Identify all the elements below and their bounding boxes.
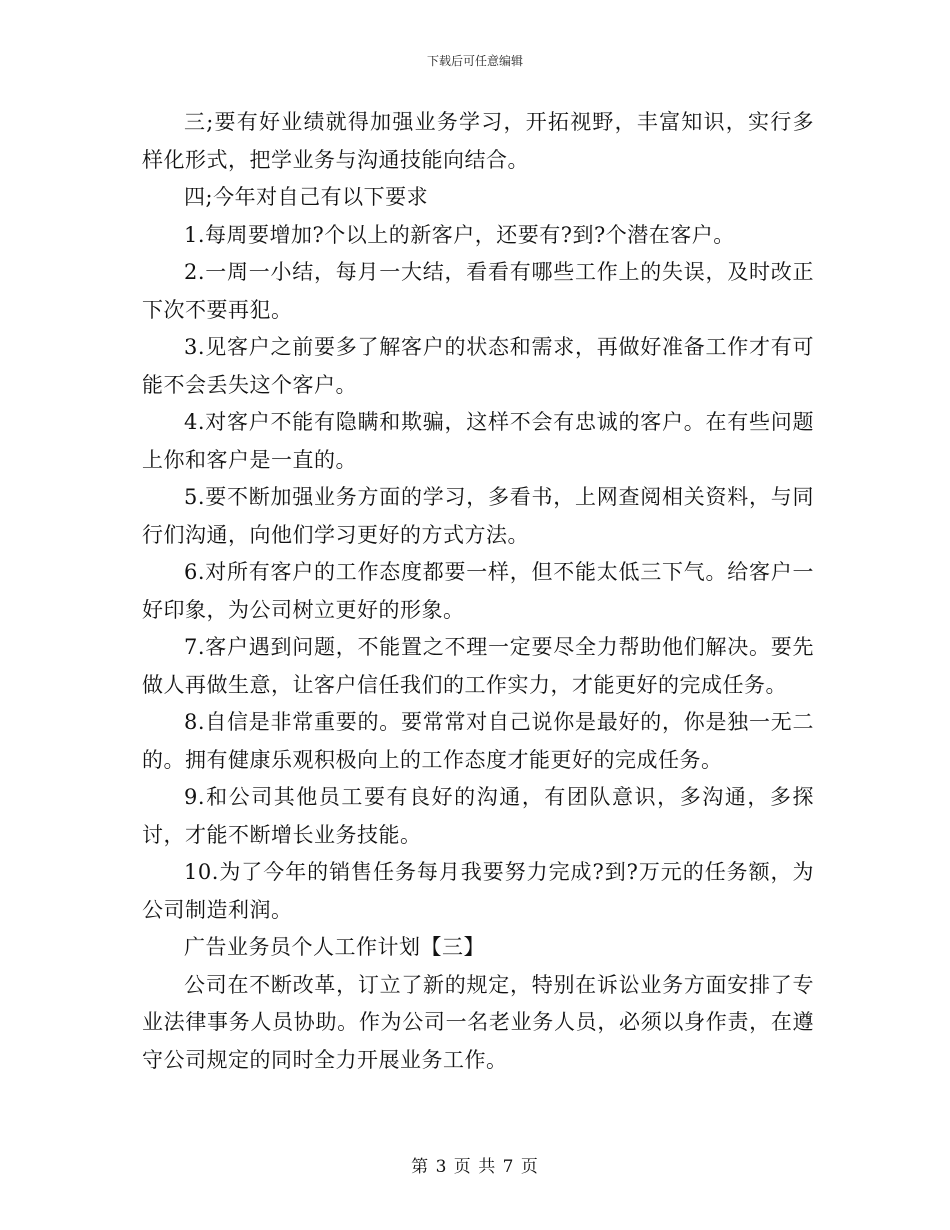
list-item-4: 4.对客户不能有隐瞒和欺骗，这样不会有忠诚的客户。在有些问题上你和客户是一直的。 (142, 410, 814, 472)
list-item-2: 2.一周一小结，每月一大结，看看有哪些工作上的失误，及时改正下次不要再犯。 (142, 260, 814, 322)
list-item-5: 5.要不断加强业务方面的学习，多看书，上网查阅相关资料，与同行们沟通，向他们学习更好的方式方法。 (142, 485, 814, 547)
list-item-1: 1.每周要增加?个以上的新客户，还要有?到?个潜在客户。 (184, 222, 735, 247)
list-item-3: 3.见客户之前要多了解客户的状态和需求，再做好准备工作才有可能不会丢失这个客户。 (142, 335, 814, 397)
page-number-footer: 第 3 页 共 7 页 (411, 1157, 539, 1177)
list-item-9: 9.和公司其他员工要有良好的沟通，有团队意识，多沟通，多探讨，才能不断增长业务技能。 (142, 785, 814, 847)
paragraph-section-four-heading: 四;今年对自己有以下要求 (184, 185, 429, 209)
page-header: 下载后可任意编辑 (426, 54, 523, 68)
paragraph-plan-three-intro: 公司在不断改革，订立了新的规定，特别在诉讼业务方面安排了专业法律事务人员协助。作为公司一名老业务人员，必须以身作责，在遵守公司规定的同时全力开展业务工作。 (142, 972, 814, 1072)
document-body (142, 104, 814, 1079)
list-item-10: 10.为了今年的销售任务每月我要努力完成?到?万元的任务额，为公司制造利润。 (142, 860, 814, 922)
list-item-8: 8.自信是非常重要的。要常常对自己说你是最好的，你是独一无二的。拥有健康乐观积极向上的工作态度才能更好的完成任务。 (142, 710, 814, 772)
list-item-7: 7.客户遇到问题，不能置之不理一定要尽全力帮助他们解决。要先做人再做生意，让客户信任我们的工作实力，才能更好的完成任务。 (142, 635, 814, 697)
section-title-plan-three: 广告业务员个人工作计划【三】 (184, 935, 485, 959)
list-item-6: 6.对所有客户的工作态度都要一样，但不能太低三下气。给客户一好印象，为公司树立更好的形象。 (142, 560, 814, 622)
paragraph-section-three: 三;要有好业绩就得加强业务学习，开拓视野，丰富知识，实行多样化形式，把学业务与沟通技能向结合。 (142, 110, 814, 172)
